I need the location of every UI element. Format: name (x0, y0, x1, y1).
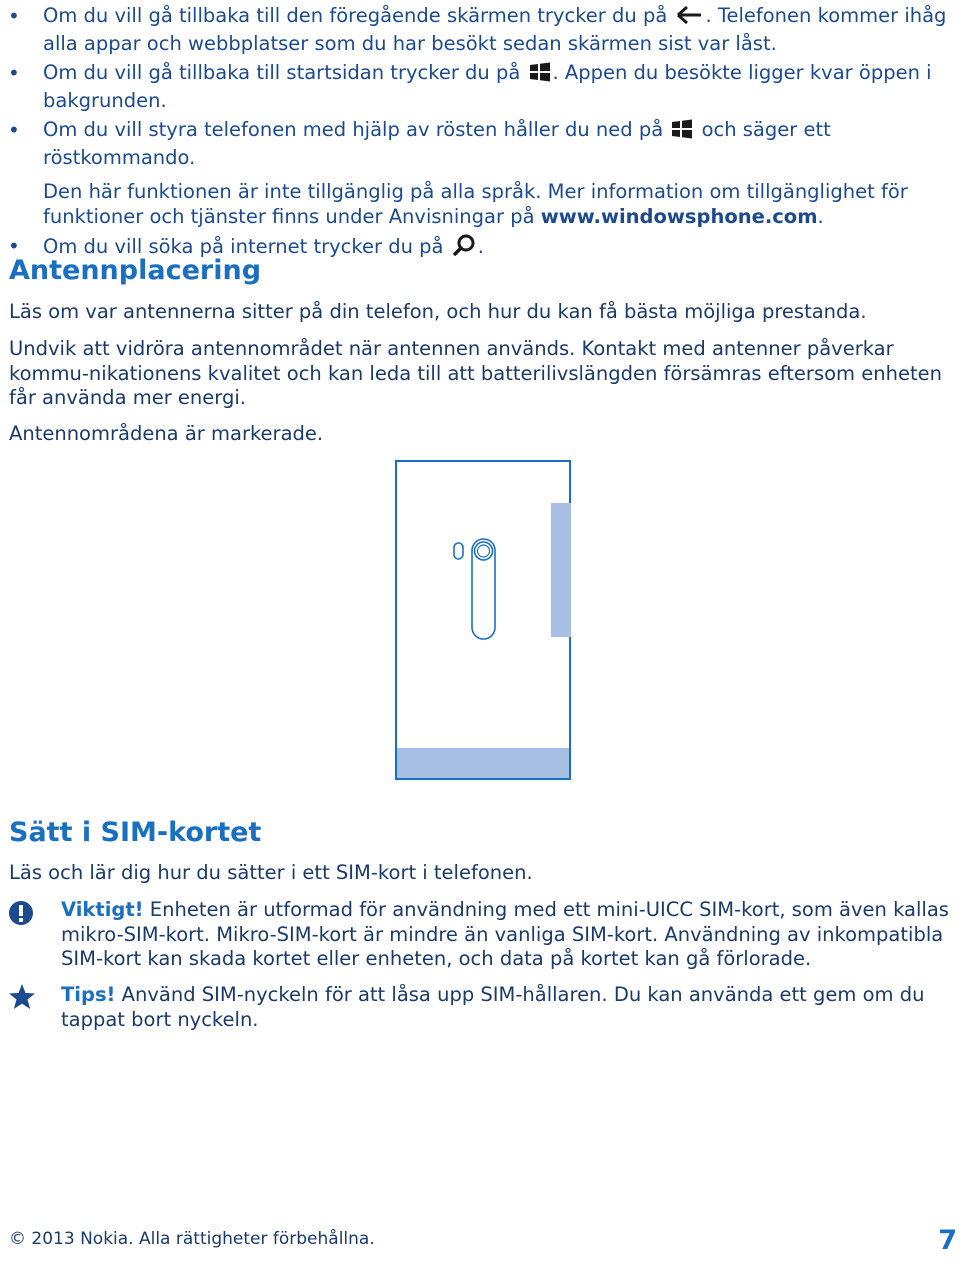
bullet-text: Om du vill gå tillbaka till den föregående skärmen trycker du på (43, 4, 668, 27)
tip-note (61, 983, 956, 1032)
tip-label: Tips! (61, 983, 116, 1006)
important-note (61, 898, 956, 972)
camera-icon (450, 535, 500, 645)
important-label: Viktigt! (61, 898, 144, 921)
tip-text: Använd SIM-nyckeln för att låsa upp SIM-hållaren. Du kan använda ett gem om du tappat bort nyckeln. (61, 983, 925, 1031)
antenna-heading: Antennplacering (9, 255, 262, 286)
important-text: Enheten är utformad för användning med ett mini-UICC SIM-kort, som även kallas mikro-SIM-kort. Mikro-SIM-kort är mindre än vanliga SIM-kort. Användning av inkompatibla SIM-kort kan skada kortet eller enheten, och data på kortet kan gå förlorade. (61, 898, 949, 970)
windows-start-icon (671, 119, 693, 146)
list-item (0, 61, 960, 113)
windows-start-icon (529, 62, 551, 89)
search-icon (452, 234, 476, 263)
bullet-text: Om du vill söka på internet trycker du på (43, 235, 444, 258)
continuation-end: . (817, 204, 824, 228)
sim-intro: Läs och lär dig hur du sätter i ett SIM-kort i telefonen. (9, 861, 533, 884)
antenna-intro: Läs om var antennerna sitter på din telefon, och hur du kan få bästa möjliga prestanda. (9, 300, 867, 323)
antenna-area-side (551, 503, 571, 637)
tips-list (0, 4, 960, 268)
bullet-text: och säger ett röstkommando. (43, 118, 831, 169)
bullet-text: Om du vill styra telefonen med hjälp av rösten håller du ned på (43, 118, 664, 141)
page-number: 7 (938, 1225, 957, 1256)
back-arrow-icon (675, 5, 703, 32)
sim-heading: Sätt i SIM-kortet (9, 817, 262, 848)
bullet-text: Om du vill gå tillbaka till startsidan trycker du på (43, 61, 521, 84)
list-item (0, 118, 960, 229)
list-item (0, 4, 960, 56)
bullet-text: . Telefonen kommer ihåg alla appar och webbplatser som du har besökt sedan skärmen sist var låst. (43, 4, 947, 55)
star-icon (8, 983, 36, 1015)
antenna-caption: Antennområdena är markerade. (9, 422, 324, 445)
bullet-text: . (477, 235, 484, 258)
windowsphone-link[interactable]: www.windowsphone.com (540, 204, 818, 228)
bullet-text: . Appen du besökte ligger kvar öppen i bakgrunden. (43, 61, 932, 112)
important-icon (8, 900, 34, 930)
antenna-area-bottom (397, 748, 569, 778)
antenna-warning: Undvik att vidröra antennområdet när antennen används. Kontakt med antenner påverkar kommu-nikationens kvalitet och kan leda till att batterilivslängden försämras eftersom enheten får använda mer energi. (9, 337, 942, 409)
bullet-continuation (43, 180, 960, 229)
continuation-text: Den här funktionen är inte tillgänglig på alla språk. Mer information om tillgänglighet för funktioner och tjänster finns under Anvisningar på (43, 180, 908, 228)
footer-copyright: © 2013 Nokia. Alla rättigheter förbehållna. (9, 1229, 375, 1249)
